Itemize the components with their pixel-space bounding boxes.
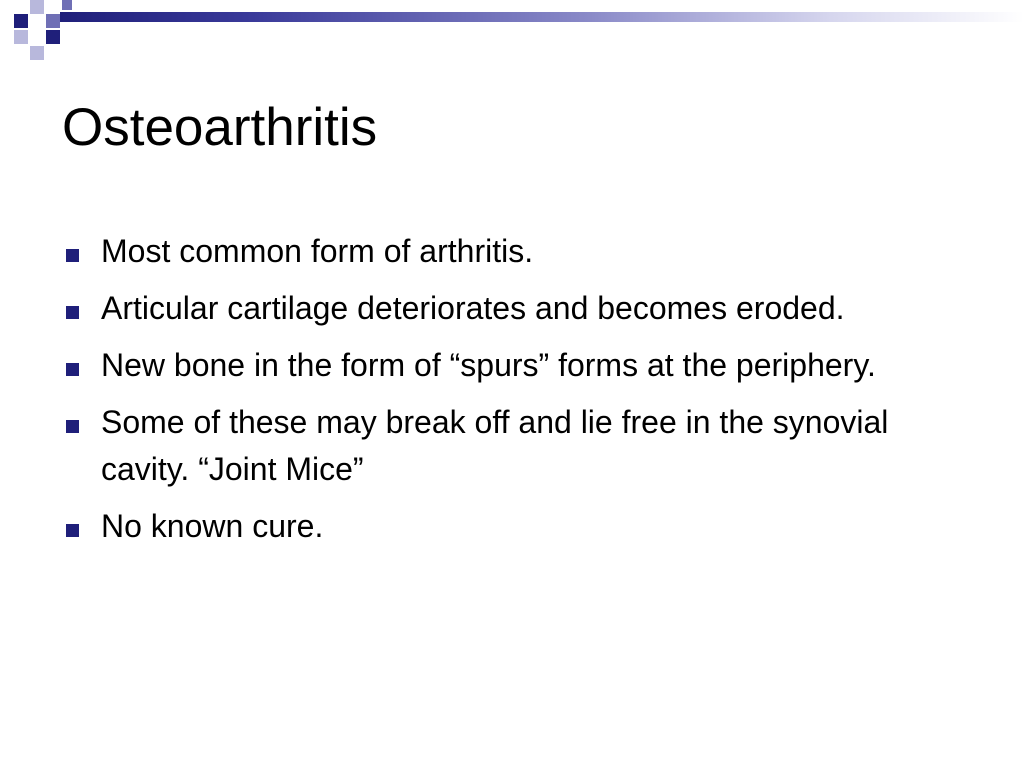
header-decoration <box>0 0 1024 62</box>
decor-square-2 <box>30 0 44 14</box>
bullet-item <box>64 285 964 332</box>
bullet-text: New bone in the form of “spurs” forms at the periphery. <box>101 347 876 383</box>
decor-square-7 <box>62 0 72 10</box>
square-bullet-icon <box>66 249 79 262</box>
square-bullet-icon <box>66 420 79 433</box>
square-bullet-icon <box>66 306 79 319</box>
bullet-text: Some of these may break off and lie free in the synovial cavity. “Joint Mice” <box>101 404 889 487</box>
square-bullet-icon <box>66 524 79 537</box>
header-gradient-bar <box>60 12 1024 22</box>
square-bullet-icon <box>66 363 79 376</box>
decor-square-5 <box>46 30 60 44</box>
bullet-item <box>64 342 964 389</box>
decor-square-6 <box>30 46 44 60</box>
bullet-item <box>64 399 964 493</box>
decor-square-4 <box>14 30 28 44</box>
slide-title: Osteoarthritis <box>62 98 378 157</box>
decor-square-1 <box>14 14 28 28</box>
bullet-text: Articular cartilage deteriorates and becomes eroded. <box>101 290 845 326</box>
bullet-text: No known cure. <box>101 508 324 544</box>
bullet-item <box>64 503 964 550</box>
bullet-list <box>64 228 964 560</box>
bullet-item <box>64 228 964 275</box>
decor-square-3 <box>46 14 60 28</box>
bullet-text: Most common form of arthritis. <box>101 233 534 269</box>
